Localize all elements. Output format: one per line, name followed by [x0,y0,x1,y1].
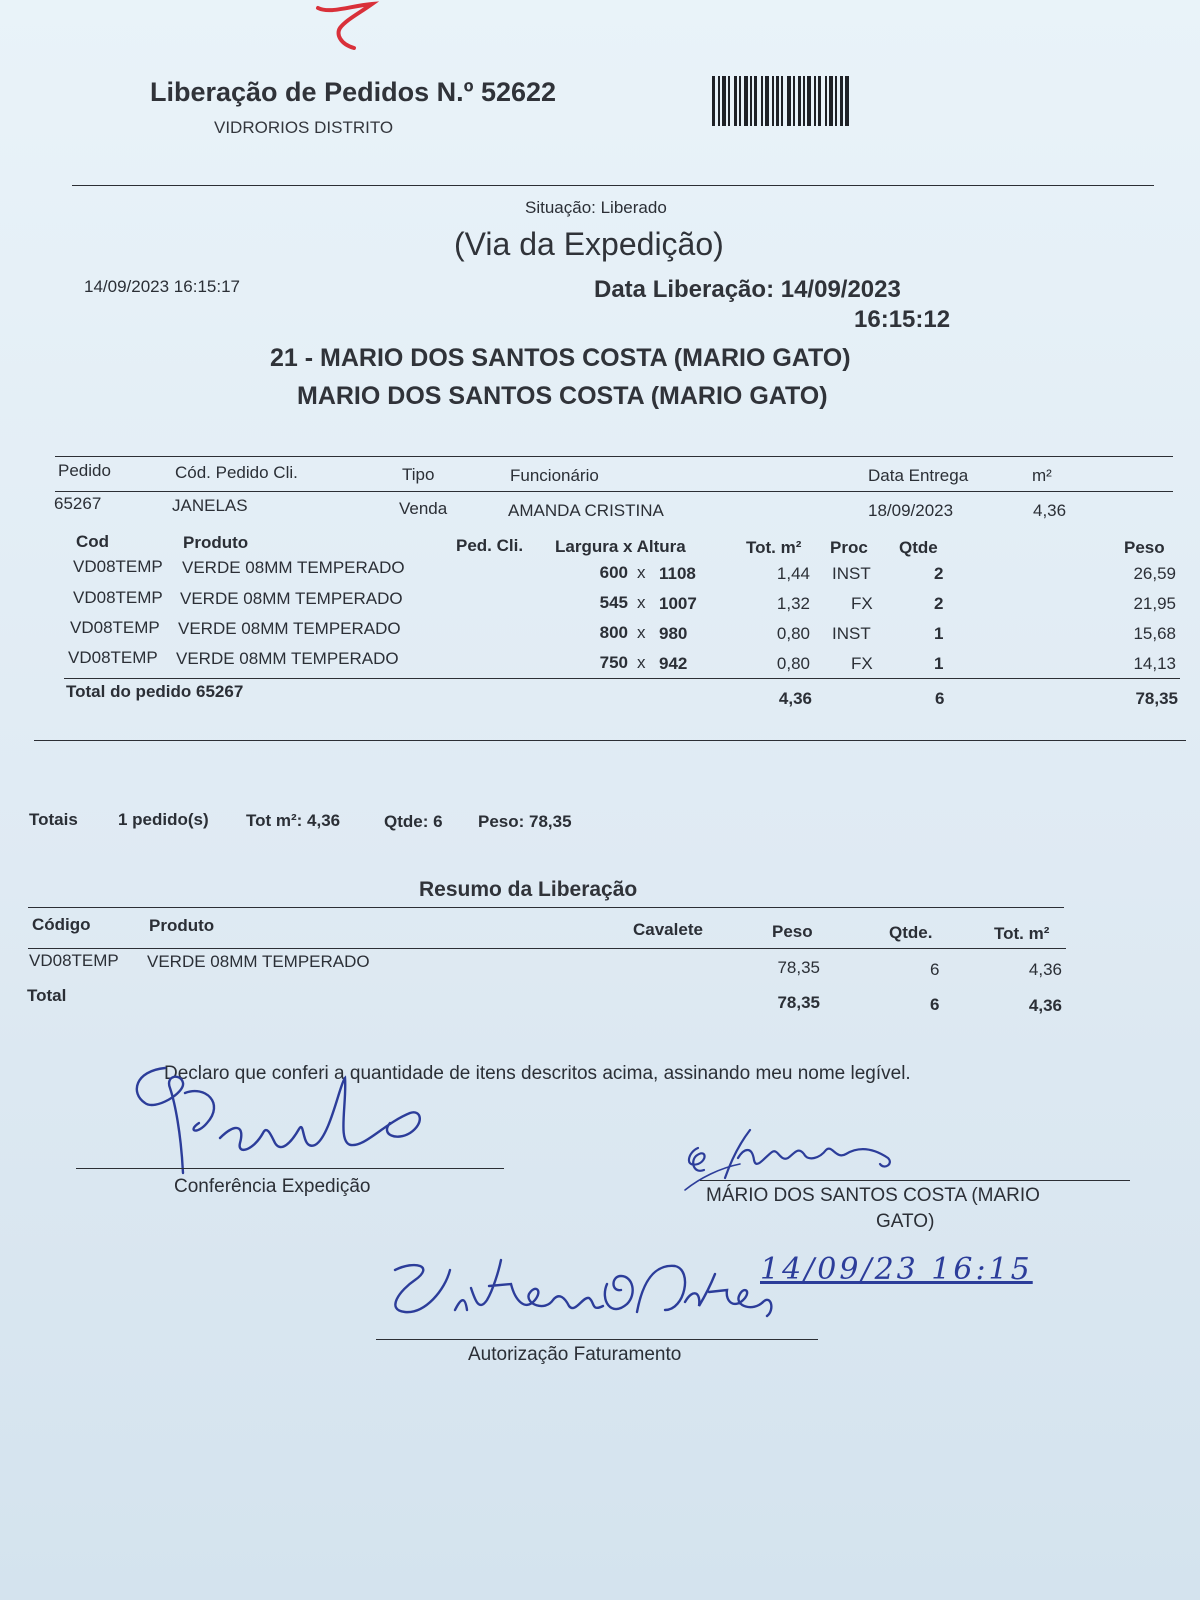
client-label-line-1: MÁRIO DOS SANTOS COSTA (MARIO [706,1185,1040,1206]
totals-m2: Tot m²: 4,36 [246,811,341,830]
summary-header-cavalete: Cavalete [633,920,703,939]
signature-conferencia [125,1063,445,1183]
summary-produto: VERDE 08MM TEMPERADO [147,952,370,971]
item-proc: INST [832,564,871,583]
item-altura: 1108 [659,564,696,583]
signature-autorizacao [375,1240,795,1340]
summary-header-rule [28,948,1066,949]
client-signature-line [700,1180,1130,1181]
summary-header-peso: Peso [772,922,813,941]
item-header-produto: Produto [183,533,249,552]
item-header-proc: Proc [830,538,868,557]
item-peso: 21,95 [1133,594,1176,613]
red-handwritten-mark [310,0,390,55]
order-header-rule [55,491,1173,492]
item-proc: INST [832,624,871,643]
item-tot-m2: 0,80 [776,624,810,643]
item-header-peso: Peso [1124,538,1165,557]
order-top-rule [55,456,1173,457]
handwritten-date: 14/09/23 16:15 [760,1252,1033,1287]
totals-pedidos: 1 pedido(s) [118,810,209,829]
summary-total-tot-m2: 4,36 [1028,996,1062,1015]
item-cod: VD08TEMP [68,648,158,667]
item-produto: VERDE 08MM TEMPERADO [182,558,405,577]
company-name: VIDRORIOS DISTRITO [214,118,394,137]
item-cod: VD08TEMP [73,588,163,607]
client-line-2: MARIO DOS SANTOS COSTA (MARIO GATO) [297,382,828,410]
copy-label: (Via da Expedição) [454,226,724,262]
summary-header-qtde: Qtde. [889,923,933,942]
summary-header-produto: Produto [149,916,215,935]
order-total-peso: 78,35 [1135,689,1178,708]
item-peso: 14,13 [1133,654,1176,673]
item-produto: VERDE 08MM TEMPERADO [176,649,399,668]
order-total-qtde: 6 [935,689,945,708]
item-produto: VERDE 08MM TEMPERADO [180,589,403,608]
conferencia-line [76,1168,504,1169]
summary-top-rule [28,907,1064,908]
autorizacao-line [376,1339,818,1340]
item-x: x [637,653,646,672]
summary-total-qtde: 6 [930,995,940,1014]
document-title: Liberação de Pedidos N.º 52622 [150,77,557,107]
order-pedido: 65267 [54,494,102,513]
col-header-data-entrega: Data Entrega [868,466,969,485]
release-date: Data Liberação: 14/09/2023 [594,276,901,303]
item-altura: 980 [659,624,688,643]
col-header-cod-cli: Cód. Pedido Cli. [175,463,298,482]
order-cod-cli: JANELAS [172,496,248,515]
totals-peso: Peso: 78,35 [478,812,572,831]
item-qtde: 1 [934,624,944,643]
item-largura: 600 [599,563,628,582]
item-produto: VERDE 08MM TEMPERADO [178,619,401,638]
item-header-dims: Largura x Altura [555,537,686,556]
item-qtde: 2 [934,564,944,583]
col-header-m2: m² [1032,466,1052,485]
client-label-line-2: GATO) [876,1211,935,1232]
order-m2: 4,36 [1033,501,1067,520]
summary-tot-m2: 4,36 [1028,960,1062,979]
item-altura: 942 [659,654,688,673]
summary-header-codigo: Código [32,915,91,934]
summary-peso: 78,35 [777,958,820,977]
barcode [712,76,849,126]
item-qtde: 2 [934,594,944,613]
order-total-rule [64,678,1180,679]
situation-text: Situação: Liberado [525,198,667,217]
item-header-ped-cli: Ped. Cli. [456,536,524,555]
summary-total-peso: 78,35 [777,993,820,1012]
order-bottom-rule [34,740,1186,741]
item-tot-m2: 1,32 [776,594,810,613]
item-x: x [637,623,646,642]
item-tot-m2: 0,80 [776,654,810,673]
autorizacao-label: Autorização Faturamento [468,1344,682,1365]
order-tipo: Venda [399,499,448,518]
order-total-label: Total do pedido 65267 [66,682,244,701]
item-largura: 545 [599,593,628,612]
item-largura: 800 [599,623,628,642]
order-total-m2: 4,36 [778,689,812,708]
summary-total-label: Total [27,986,67,1005]
order-funcionario: AMANDA CRISTINA [508,501,664,520]
item-altura: 1007 [659,594,697,613]
item-proc: FX [851,594,873,613]
summary-qtde: 6 [930,960,940,979]
release-time: 16:15:12 [854,306,951,333]
totals-label: Totais [29,810,78,829]
item-header-tot-m2: Tot. m² [746,538,802,557]
client-line-1: 21 - MARIO DOS SANTOS COSTA (MARIO GATO) [270,344,851,372]
item-header-qtde: Qtde [899,538,938,557]
declaration-text: Declaro que conferi a quantidade de itens descritos acima, assinando meu nome legível. [164,1063,911,1084]
print-datetime: 14/09/2023 16:15:17 [84,277,240,296]
item-qtde: 1 [934,654,944,673]
col-header-funcionario: Funcionário [510,466,599,485]
item-peso: 26,59 [1133,564,1176,583]
summary-title: Resumo da Liberação [419,878,638,901]
item-peso: 15,68 [1133,624,1176,643]
summary-header-tot-m2: Tot. m² [994,924,1050,943]
item-largura: 750 [599,653,628,672]
col-header-tipo: Tipo [402,465,435,484]
totals-qtde: Qtde: 6 [384,812,443,831]
item-tot-m2: 1,44 [776,564,810,583]
item-cod: VD08TEMP [70,618,160,637]
order-data-entrega: 18/09/2023 [868,501,954,520]
item-cod: VD08TEMP [73,557,163,576]
summary-codigo: VD08TEMP [29,951,119,970]
header-divider [72,185,1154,186]
item-x: x [637,593,646,612]
item-x: x [637,563,646,582]
conferencia-label: Conferência Expedição [174,1176,371,1197]
item-header-cod: Cod [76,532,110,551]
col-header-pedido: Pedido [58,461,111,480]
item-proc: FX [851,654,873,673]
